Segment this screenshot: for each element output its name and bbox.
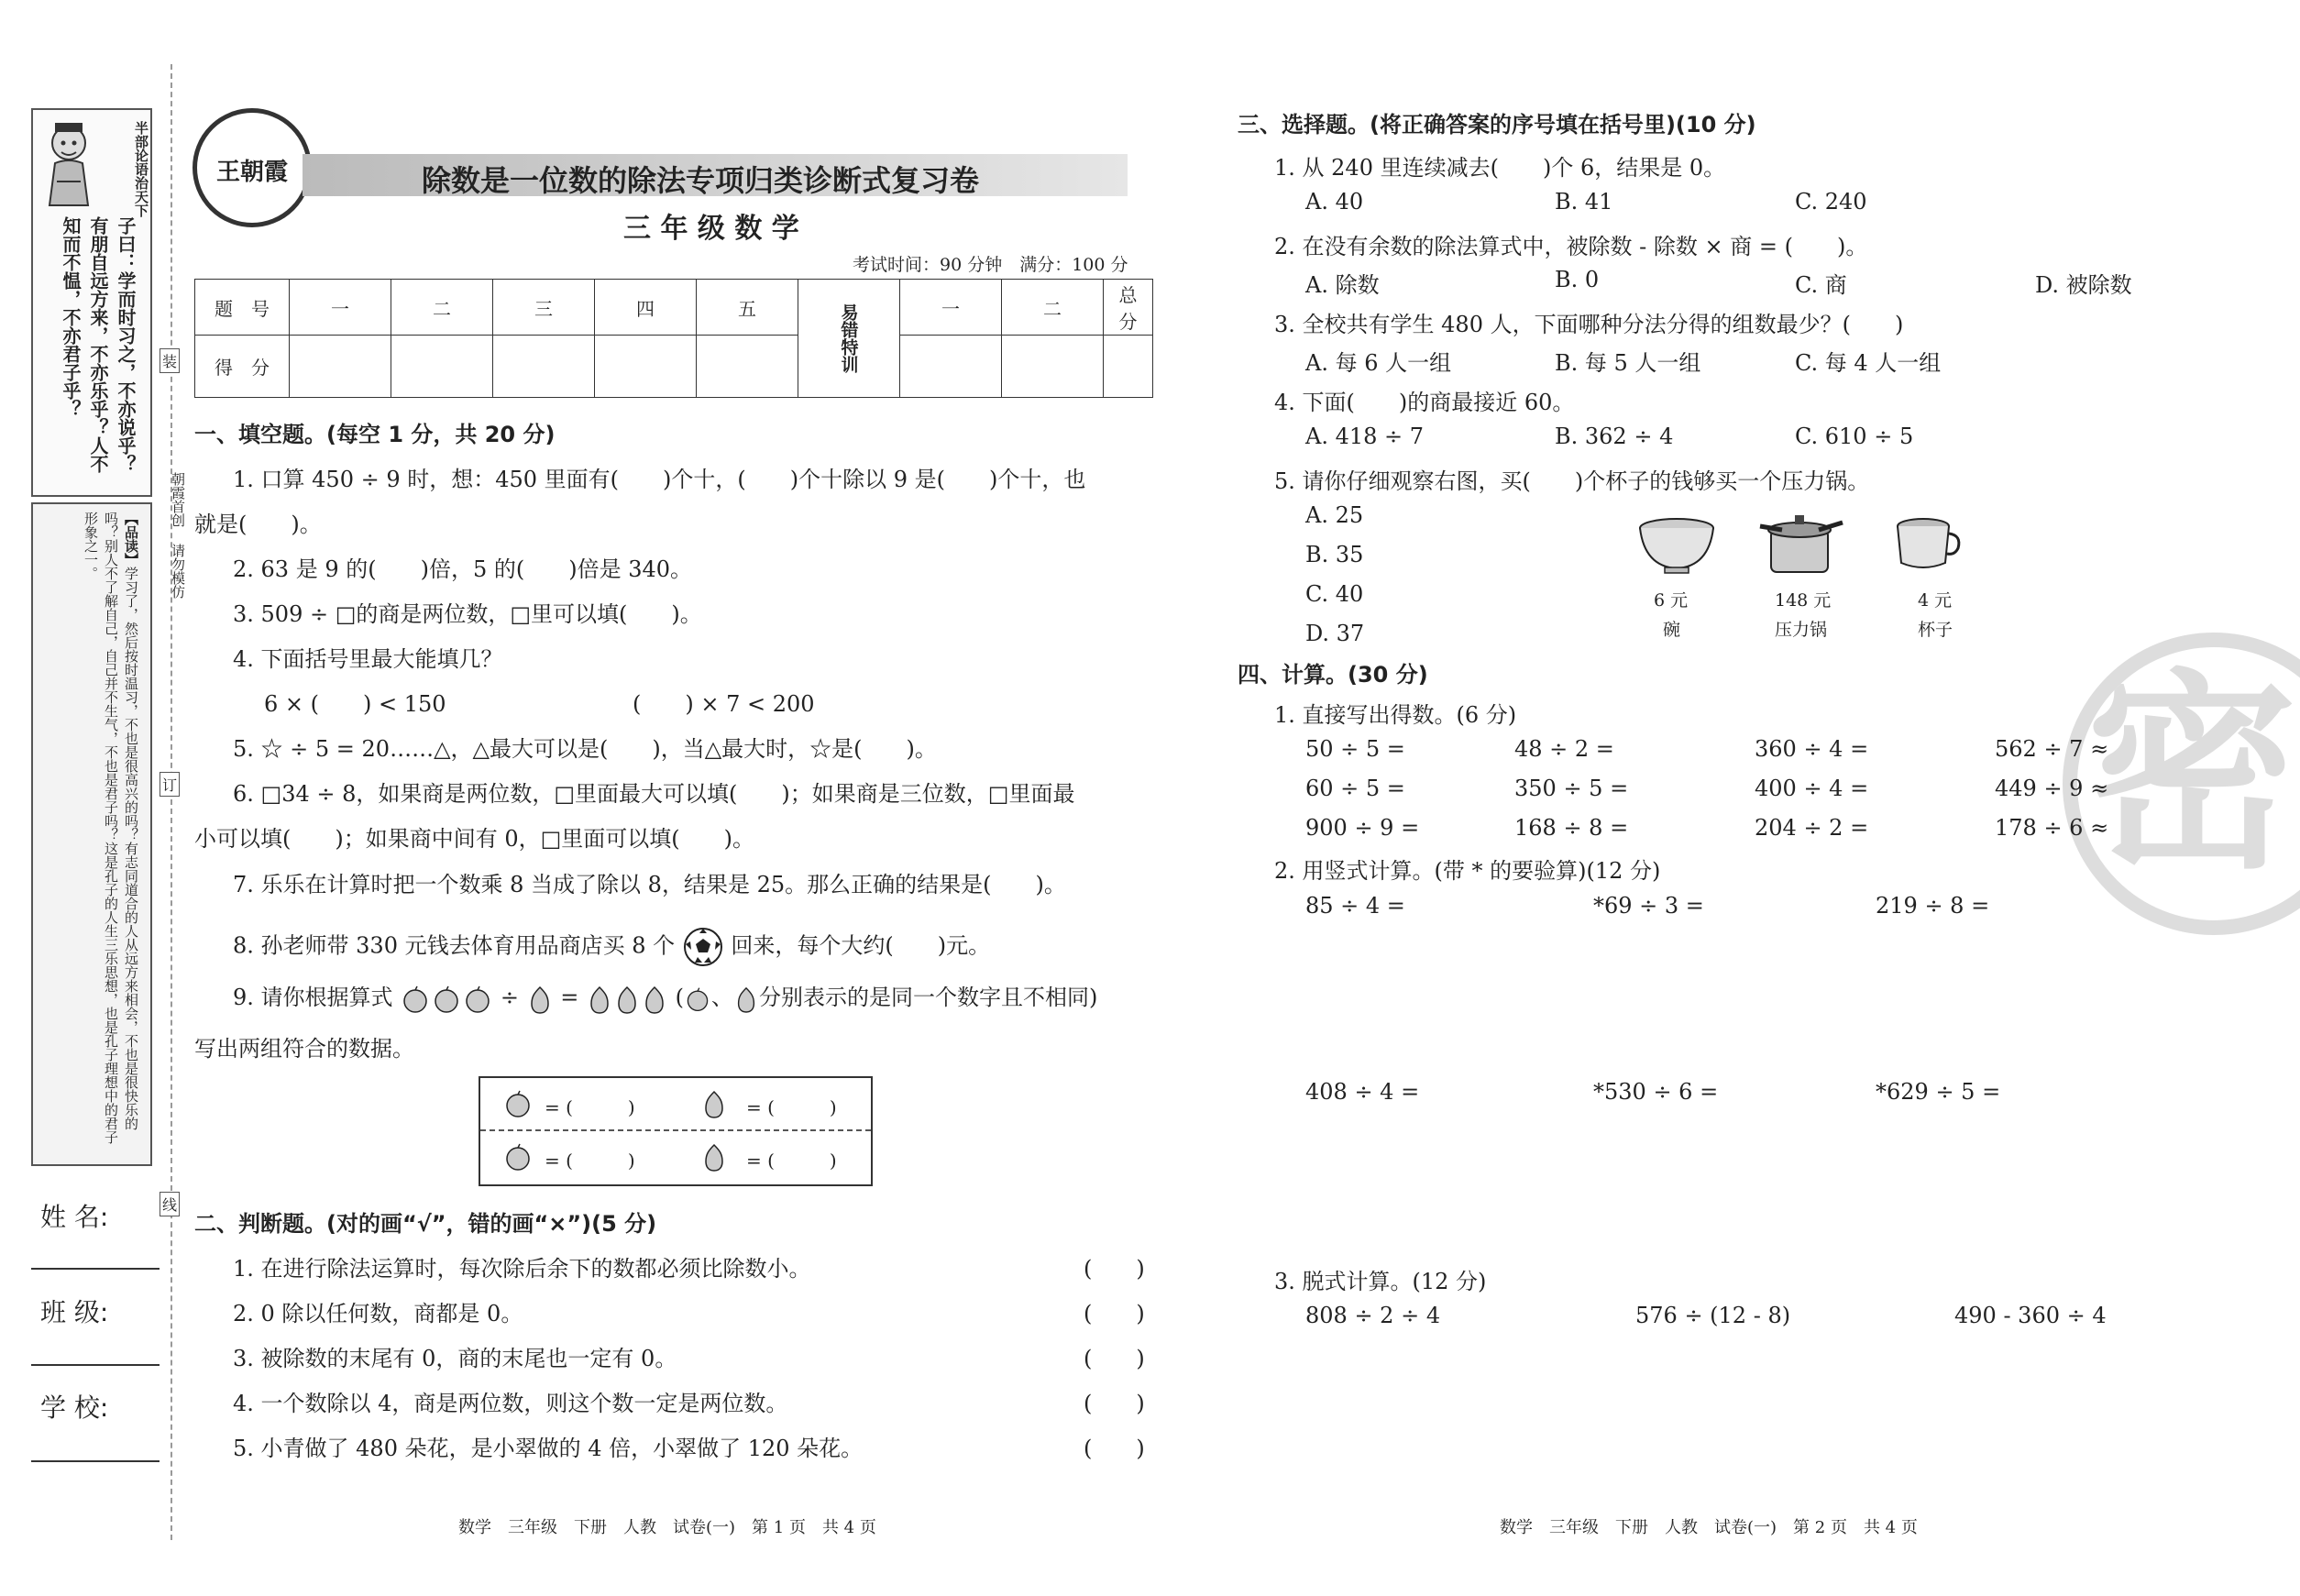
pear-icon [641, 984, 668, 1015]
score-header-2: 二 [391, 280, 493, 336]
page-title: 除数是一位数的除法专项归类诊断式复习卷 [422, 163, 980, 198]
s3-q1-opt-a: A. 40 [1305, 189, 1364, 215]
s2-paren-4[interactable]: ( ) [1084, 1391, 1145, 1416]
section3-title: 三、选择题。(将正确答案的序号填在括号里)(10 分) [1238, 112, 1756, 138]
s1-q8 [233, 926, 990, 968]
score-header-4: 四 [595, 280, 697, 336]
s1-q9-equals: = [560, 985, 579, 1010]
step-2: 576 ÷ (12 - 8) [1635, 1303, 1791, 1328]
bind-mark-2: 订 [160, 772, 180, 797]
s1-q3: 3. 509 ÷ □的商是两位数，□里可以填( )。 [233, 601, 702, 627]
pear-icon [700, 1087, 728, 1120]
pear-icon [526, 984, 554, 1015]
box-eq-4[interactable]: = ( ) [746, 1150, 837, 1172]
apple-icon [502, 1142, 534, 1172]
bind-mark-1: 装 [160, 348, 180, 373]
step-3: 490 - 360 ÷ 4 [1954, 1303, 2107, 1328]
s1-q6b: 小可以填( )；如果商中间有 0，□里面可以填( )。 [194, 826, 755, 852]
s3-q5-opt-a: A. 25 [1305, 502, 1364, 528]
s1-q9-open-paren: ( [675, 985, 684, 1010]
oral-3-4: 178 ÷ 6 ≈ [1995, 815, 2109, 841]
oral-3-2: 168 ÷ 8 = [1514, 815, 1629, 841]
score-cell[interactable] [900, 336, 1002, 398]
school-line[interactable] [31, 1460, 160, 1462]
s3-q1-opt-b: B. 41 [1555, 189, 1613, 215]
s1-q7: 7. 乐乐在计算时把一个数乘 8 当成了除以 8，结果是 25。那么正确的结果是( )。 [233, 872, 1066, 897]
logo-text: 王朝霞 [215, 159, 288, 186]
brand-vertical: 朝霞首创 请勿模仿 [170, 472, 186, 599]
s2-item-2: 2. 0 除以任何数，商都是 0。 [233, 1301, 523, 1326]
s3-q1-opt-c: C. 240 [1795, 189, 1867, 215]
s4-sub3: 3. 脱式计算。(12 分) [1274, 1269, 1487, 1294]
score-row-label: 得 分 [195, 336, 290, 398]
score-cell[interactable] [391, 336, 493, 398]
commentary-label: 【品读】 [123, 512, 139, 567]
oral-1-1: 50 ÷ 5 = [1305, 736, 1405, 762]
good-price-cup: 4 元 [1918, 590, 1953, 611]
s2-item-5: 5. 小青做了 480 朵花，是小翠做的 4 倍，小翠做了 120 朵花。 [233, 1436, 864, 1461]
apple-icon [462, 985, 493, 1013]
oral-2-3: 400 ÷ 4 = [1755, 776, 1869, 801]
s1-q1a: 1. 口算 450 ÷ 9 时，想：450 里面有( )个十，( )个十除以 9 是( )个十，也 [233, 467, 1086, 492]
pear-icon [700, 1140, 728, 1173]
s3-q4-opt-a: A. 418 ÷ 7 [1305, 424, 1425, 449]
section1-title: 一、填空题。(每空 1 分，共 20 分) [194, 422, 556, 447]
s3-q3: 3. 全校共有学生 480 人，下面哪种分法分得的组数最少？( ) [1274, 312, 1904, 337]
s1-q8b: 回来，每个大约( )元。 [731, 932, 991, 959]
quote-text: 子曰：学而时习之，不亦说乎？有朋自远方来，不亦乐乎？人不知而不愠，不亦君子乎？ [60, 216, 137, 473]
score-header-special [798, 280, 900, 398]
vertical-2-2: *530 ÷ 6 = [1593, 1079, 1719, 1105]
cup-icon [1894, 515, 1964, 574]
good-name-bowl: 碗 [1663, 620, 1681, 640]
motto-small: 半部论语治天下 [133, 121, 149, 217]
score-header-total: 总 分 [1104, 280, 1153, 336]
good-name-cup: 杯子 [1918, 620, 1953, 640]
s3-q3-opt-a: A. 每 6 人一组 [1305, 350, 1452, 376]
commentary-body: 学习了，然后按时温习，不也是很高兴的吗？有志同道合的人从远方来相会，不也是很快乐的吗？别人不了解自己，自己并不生气，不也是君子吗？这是孔子的人生三乐思想，也是孔子理想中的君子形象之一。 [83, 512, 139, 1144]
score-cell[interactable] [1104, 336, 1153, 398]
s3-q5: 5. 请你仔细观察右图，买( )个杯子的钱够买一个压力锅。 [1274, 468, 1870, 494]
soccer-ball-icon [682, 926, 724, 968]
s2-item-1: 1. 在进行除法运算时，每次除后余下的数都必须比除数小。 [233, 1256, 811, 1282]
s1-q9-divide: ÷ [500, 985, 519, 1010]
s3-q1: 1. 从 240 里连续减去( )个 6，结果是 0。 [1274, 155, 1726, 181]
s1-q9-comma: 、 [710, 985, 733, 1010]
s1-q5: 5. ☆ ÷ 5 = 20……△，△最大可以是( )，当△最大时，☆是( )。 [233, 736, 937, 762]
oral-3-1: 900 ÷ 9 = [1305, 815, 1420, 841]
class-label: 班 级: [40, 1297, 109, 1327]
confucius-avatar-icon [37, 117, 101, 209]
s1-q4b: ( ) × 7 < 200 [633, 691, 815, 717]
good-name-cooker: 压力锅 [1775, 620, 1828, 640]
s2-paren-5[interactable]: ( ) [1084, 1436, 1145, 1461]
bowl-icon [1637, 515, 1716, 576]
s2-paren-3[interactable]: ( ) [1084, 1346, 1145, 1371]
s2-item-4: 4. 一个数除以 4，商是两位数，则这个数一定是两位数。 [233, 1391, 788, 1416]
score-cell[interactable] [1002, 336, 1104, 398]
s2-paren-2[interactable]: ( ) [1084, 1301, 1145, 1326]
oral-2-2: 350 ÷ 5 = [1514, 776, 1629, 801]
s3-q3-opt-c: C. 每 4 人一组 [1795, 350, 1942, 376]
apple-icon [431, 985, 462, 1013]
vertical-1-1: 85 ÷ 4 = [1305, 893, 1405, 919]
s1-q2: 2. 63 是 9 的( )倍，5 的( )倍是 340。 [233, 556, 693, 582]
section4-title: 四、计算。(30 分) [1238, 662, 1428, 688]
answer-box-divider [480, 1129, 871, 1131]
s3-q2-opt-b: B. 0 [1555, 267, 1600, 292]
watermark-text: 密 [2086, 653, 2298, 897]
score-header-s2: 二 [1002, 280, 1104, 336]
s3-q4: 4. 下面( )的商最接近 60。 [1274, 390, 1575, 415]
pear-icon [733, 985, 759, 1014]
page-subtitle: 三 年 级 数 学 [623, 213, 799, 245]
s3-q2-opt-d: D. 被除数 [2035, 272, 2132, 298]
score-cell[interactable] [493, 336, 595, 398]
oral-1-2: 48 ÷ 2 = [1514, 736, 1614, 762]
s1-q9-rest: 分别表示的是同一个数字且不相同) [758, 985, 1098, 1010]
school-label: 学 校: [40, 1392, 109, 1423]
s3-q2: 2. 在没有余数的除法算式中，被除数 - 除数 × 商 = ( )。 [1274, 234, 1868, 259]
vertical-2-3: *629 ÷ 5 = [1876, 1079, 2001, 1105]
class-line[interactable] [31, 1364, 160, 1366]
binding-line [171, 64, 172, 1540]
s1-q9e: 写出两组符合的数据。 [194, 1036, 414, 1062]
s4-sub2: 2. 用竖式计算。(带 * 的要验算)(12 分) [1274, 858, 1661, 884]
s4-sub1: 1. 直接写出得数。(6 分) [1274, 702, 1517, 728]
s3-q4-opt-c: C. 610 ÷ 5 [1795, 424, 1914, 449]
s3-q5-opt-b: B. 35 [1305, 542, 1364, 567]
s3-q3-opt-b: B. 每 5 人一组 [1555, 350, 1701, 376]
s3-q5-opt-c: C. 40 [1305, 581, 1364, 607]
score-header-1: 一 [290, 280, 391, 336]
score-cell[interactable] [290, 336, 391, 398]
pear-icon [613, 984, 641, 1015]
vertical-2-1: 408 ÷ 4 = [1305, 1079, 1420, 1105]
s1-q8a: 8. 孙老师带 330 元钱去体育用品商店买 8 个 [233, 932, 676, 959]
s1-q4: 4. 下面括号里最大能填几？ [233, 646, 503, 672]
score-special-label: 易错特训 [838, 303, 859, 373]
score-header-label: 题 号 [195, 280, 290, 336]
score-header-s1: 一 [900, 280, 1002, 336]
box-eq-1[interactable]: = ( ) [545, 1096, 635, 1118]
bind-mark-3: 线 [160, 1192, 180, 1216]
box-eq-2[interactable]: = ( ) [746, 1096, 837, 1118]
score-cell[interactable] [697, 336, 798, 398]
answer-box [479, 1076, 873, 1186]
oral-2-1: 60 ÷ 5 = [1305, 776, 1405, 801]
oral-3-3: 204 ÷ 2 = [1755, 815, 1869, 841]
logo [193, 108, 312, 227]
good-price-bowl: 6 元 [1654, 590, 1689, 611]
step-1: 808 ÷ 2 ÷ 4 [1305, 1303, 1441, 1328]
name-label: 姓 名: [40, 1202, 109, 1232]
section2-title: 二、判断题。(对的画“√”，错的画“×”)(5 分) [194, 1211, 657, 1237]
score-header-5: 五 [697, 280, 798, 336]
commentary-text [39, 512, 141, 1153]
score-cell[interactable] [595, 336, 697, 398]
score-table [194, 279, 1156, 398]
s2-paren-1[interactable]: ( ) [1084, 1256, 1145, 1282]
footer-left: 数学 三年级 下册 人教 试卷(一) 第 1 页 共 4 页 [458, 1518, 876, 1537]
apple-icon [684, 985, 711, 1013]
s1-q9 [233, 979, 1097, 1015]
footer-right: 数学 三年级 下册 人教 试卷(一) 第 2 页 共 4 页 [1500, 1518, 1918, 1537]
s1-q6a: 6. □34 ÷ 8，如果商是两位数，□里面最大可以填( )；如果商是三位数，□里面最 [233, 781, 1075, 807]
name-line[interactable] [31, 1268, 160, 1270]
s3-q5-opt-d: D. 37 [1305, 621, 1365, 646]
apple-icon [400, 985, 431, 1013]
box-eq-3[interactable]: = ( ) [545, 1150, 635, 1172]
pressure-cooker-icon [1758, 510, 1844, 579]
sidebar [31, 108, 149, 1162]
oral-1-4: 562 ÷ 7 ≈ [1995, 736, 2109, 762]
score-header-3: 三 [493, 280, 595, 336]
s3-q2-opt-a: A. 除数 [1305, 272, 1380, 298]
exam-info: 考试时间：90 分钟 满分：100 分 [853, 255, 1128, 275]
good-price-cooker: 148 元 [1775, 590, 1832, 611]
s1-q4a: 6 × ( ) < 150 [264, 691, 446, 717]
oral-2-4: 449 ÷ 9 ≈ [1995, 776, 2109, 801]
s1-q1b: 就是( )。 [194, 512, 322, 537]
s3-q2-opt-c: C. 商 [1795, 272, 1847, 298]
s3-q4-opt-b: B. 362 ÷ 4 [1555, 424, 1674, 449]
s2-item-3: 3. 被除数的末尾有 0，商的末尾也一定有 0。 [233, 1346, 677, 1371]
vertical-1-2: *69 ÷ 3 = [1593, 893, 1704, 919]
apple-icon [502, 1089, 534, 1118]
s1-q9a: 9. 请你根据算式 [233, 985, 393, 1010]
oral-1-3: 360 ÷ 4 = [1755, 736, 1869, 762]
pear-icon [586, 984, 613, 1015]
vertical-1-3: 219 ÷ 8 = [1876, 893, 1990, 919]
